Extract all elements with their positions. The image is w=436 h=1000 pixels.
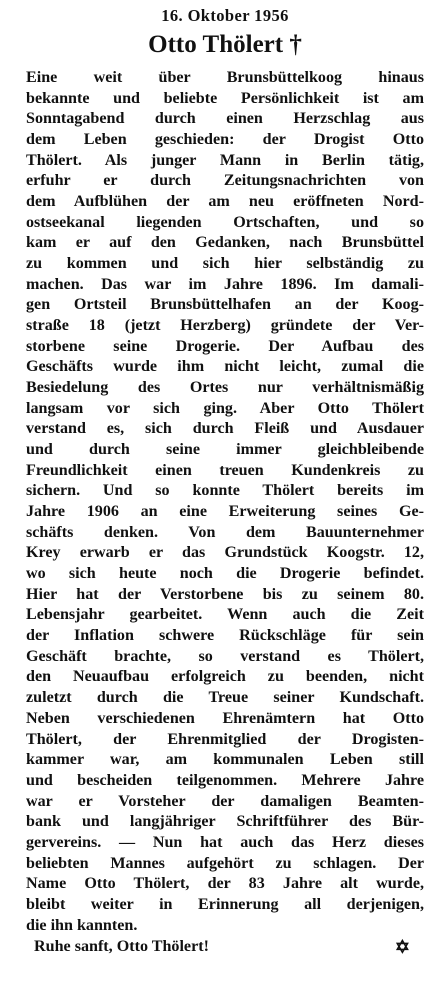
article-body-line: Freundlichkeit einen treuen Kundenkreis zu	[26, 461, 424, 479]
article-body-line: verstand es, sich durch Fleiß und Ausdauer	[26, 420, 424, 438]
article-body-line: ostseekanal liegenden Ortschaften, und so	[26, 213, 424, 231]
article-body-line: sichern. Und so konnte Thölert bereits im	[26, 482, 424, 500]
article-body-line: bekannte und beliebte Persönlichkeit ist am	[26, 89, 424, 107]
article-body-line: den Neuaufbau erfolgreich zu beenden, nicht	[26, 668, 424, 686]
article-body-line: kammer war, am kommunalen Leben still	[26, 751, 424, 769]
article-body-line: Geschäfts wurde ihm nicht leicht, zumal die	[26, 358, 424, 376]
article-body	[26, 68, 424, 936]
article-body-line: Name Otto Thölert, der 83 Jahre alt wurde,	[26, 875, 424, 893]
article-signoff-line	[26, 936, 424, 958]
article-body-line: Krey erwarb er das Grundstück Koogstr. 12,	[26, 544, 424, 562]
article-body-line: und durch seine immer gleichbleibende	[26, 441, 424, 459]
signoff-text: Ruhe sanft, Otto Thölert!	[34, 938, 209, 956]
article-body-line: bank und langjähriger Schriftführer des Bür-	[26, 813, 424, 831]
article-body-line: und bescheiden teilgenommen. Mehrere Jahre	[26, 771, 424, 789]
article-headline: Otto Thölert †	[148, 31, 302, 58]
article-body-line: straße 18 (jetzt Herzberg) gründete der Ver-	[26, 317, 424, 335]
article-body-line: zuletzt durch die Treue seiner Kundschaft.	[26, 689, 424, 707]
article-body-line: Geschäft brachte, so verstand es Thölert,	[26, 647, 424, 665]
article-body-line: Lebensjahr gearbeitet. Wenn auch die Zeit	[26, 606, 424, 624]
article-body-line: dem Aufblühen der am neu eröffneten Nord-	[26, 193, 424, 211]
article-body-line: war er Vorsteher der damaligen Beamten-	[26, 792, 424, 810]
article-body-line: gervereins. — Nun hat auch das Herz dieses	[26, 833, 424, 851]
article-body-line: Thölert, der Ehrenmitglied der Drogisten-	[26, 730, 424, 748]
article-body-line: wo sich heute noch die Drogerie befindet.	[26, 565, 424, 583]
article-body-line: der Inflation schwere Rückschläge für sein	[26, 627, 424, 645]
article-body-line: die ihn kannten.	[26, 916, 138, 934]
star-of-david-icon: ✡	[394, 937, 410, 958]
article-body-line: beliebten Mannes aufgehört zu schlagen. Der	[26, 854, 424, 872]
article-body-line: zu kommen und sich hier selbständig zu	[26, 255, 424, 273]
article-body-line: Sonntagabend durch einen Herzschlag aus	[26, 110, 424, 128]
article-body-line: kam er auf den Gedanken, nach Brunsbüttel	[26, 234, 424, 252]
article-body-line: storbene seine Drogerie. Der Aufbau des	[26, 337, 424, 355]
article-body-line: Jahre 1906 an eine Erweiterung seines Ge-	[26, 503, 424, 521]
article-body-line: bleibt weiter in Erinnerung all derjenigen,	[26, 895, 424, 913]
article-body-line: schäfts denken. Von dem Bauunternehmer	[26, 523, 424, 541]
article-body-line: gen Ortsteil Brunsbüttelhafen an der Koog-	[26, 296, 424, 314]
article-body-line: dem Leben geschieden: der Drogist Otto	[26, 131, 424, 149]
article-body-line: Neben verschiedenen Ehrenämtern hat Otto	[26, 709, 424, 727]
article-date: 16. Oktober 1956	[161, 6, 289, 25]
article-body-line: Eine weit über Brunsbüttelkoog hinaus	[26, 69, 424, 86]
article-body-line: langsam vor sich ging. Aber Otto Thölert	[26, 399, 424, 417]
article-body-line: erfuhr er durch Zeitungsnachrichten von	[26, 172, 424, 190]
article-body-line: Hier hat der Verstorbene bis zu seinem 80.	[26, 585, 424, 603]
article-body-line: machen. Das war im Jahre 1896. Im damali-	[26, 275, 424, 293]
article-body-line: Besiedelung des Ortes nur verhältnismäßig	[26, 379, 424, 397]
article-body-line: Thölert. Als junger Mann in Berlin tätig,	[26, 151, 424, 169]
